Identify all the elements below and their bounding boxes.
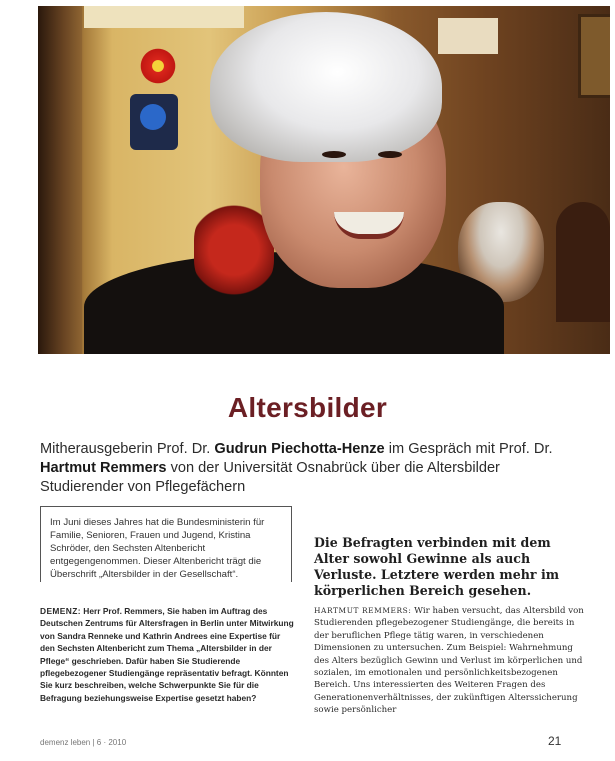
interview-answer [314,605,586,717]
intro-text: Im Juni dieses Jahres hat die Bundesministerin für Familie, Senioren, Frauen und Jugend, Kristina Schröder, den Sechsten Altenbericht entgegengenommen. Dieser Altenbericht trägt die Überschrift „Altersbilder in der Gesellschaft“. [50,517,265,580]
photo-flower-decoration [138,46,178,86]
photo-wall-picture [130,94,178,150]
photo-shelf [84,6,244,28]
answer-text: Wir haben versucht, das Altersbild von Studierenden pflegebezogener Studiengänge, die bereits in der beruflichen Pflege tätig waren, in verschiedenen Dimensionen zu untersuchen. Zum Beispiel: Wahrnehmung des Alters bezüglich Gewinn und Verlust im körperlichen und sozialen, im emotionalen und persönlichkeitsbezogenen Bereich. Uns interessierten des Weiteren Fragen des Generationenverhältnisses, der zukünftigen Alterssicherung sowie persönlicher [314,606,584,716]
article-title: Altersbilder [227,392,388,423]
interview-question [40,605,296,704]
publication-footer: demenz leben | 6 · 2010 [40,738,127,747]
photo-eye-right [378,151,402,158]
lead-suffix: von der Universität Osnabrück über die Altersbilder Studierender von Pflegefächern [40,460,500,495]
photo-picture-frame [578,14,610,98]
lead-name-remmers: Hartmut Remmers [40,460,167,476]
intro-box [40,506,292,592]
intro-box-border-top [40,506,292,507]
photo-chair [556,202,610,322]
lead-name-piechotta: Gudrun Piechotta-Henze [214,441,385,457]
pull-quote: Die Befragten verbinden mit dem Alter sowohl Gewinne als auch Verluste. Letztere werden mehr im körperlichen Bereich gesehen. [314,535,560,598]
portrait-photo [38,6,610,354]
lead-middle: im Gespräch mit Prof. Dr. [384,441,553,457]
intro-box-border-right [291,506,292,582]
photo-wood-beam [38,6,82,354]
answer-speaker: HARTMUT REMMERS: [314,606,412,615]
intro-box-border-left [40,506,41,582]
lead-prefix: Mitherausgeberin Prof. Dr. [40,441,215,457]
photo-white-hair [210,12,442,162]
question-text: Herr Prof. Remmers, Sie haben im Auftrag des Deutschen Zentrums für Altersfragen in Berlin unter Mitwirkung von Sandra Renneke und Kathrin Andrees eine Expertise für den Sechsten Altenbericht zum Thema „Altersbilder in der Pflege“ geschrieben. Dafür haben Sie Studierende pflegebezogener Studiengänge repräsentativ befragt. Könnten Sie kurz beschreiben, welche Schwerpunkte Sie für die Befragung beziehungsweise Expertise gesetzt haben? [40,606,294,703]
article-lead [40,440,585,497]
photo-wall-sign [438,18,498,54]
photo-eye-left [322,151,346,158]
question-speaker: DEMENZ: [40,606,81,616]
page-number: 21 [548,734,562,748]
